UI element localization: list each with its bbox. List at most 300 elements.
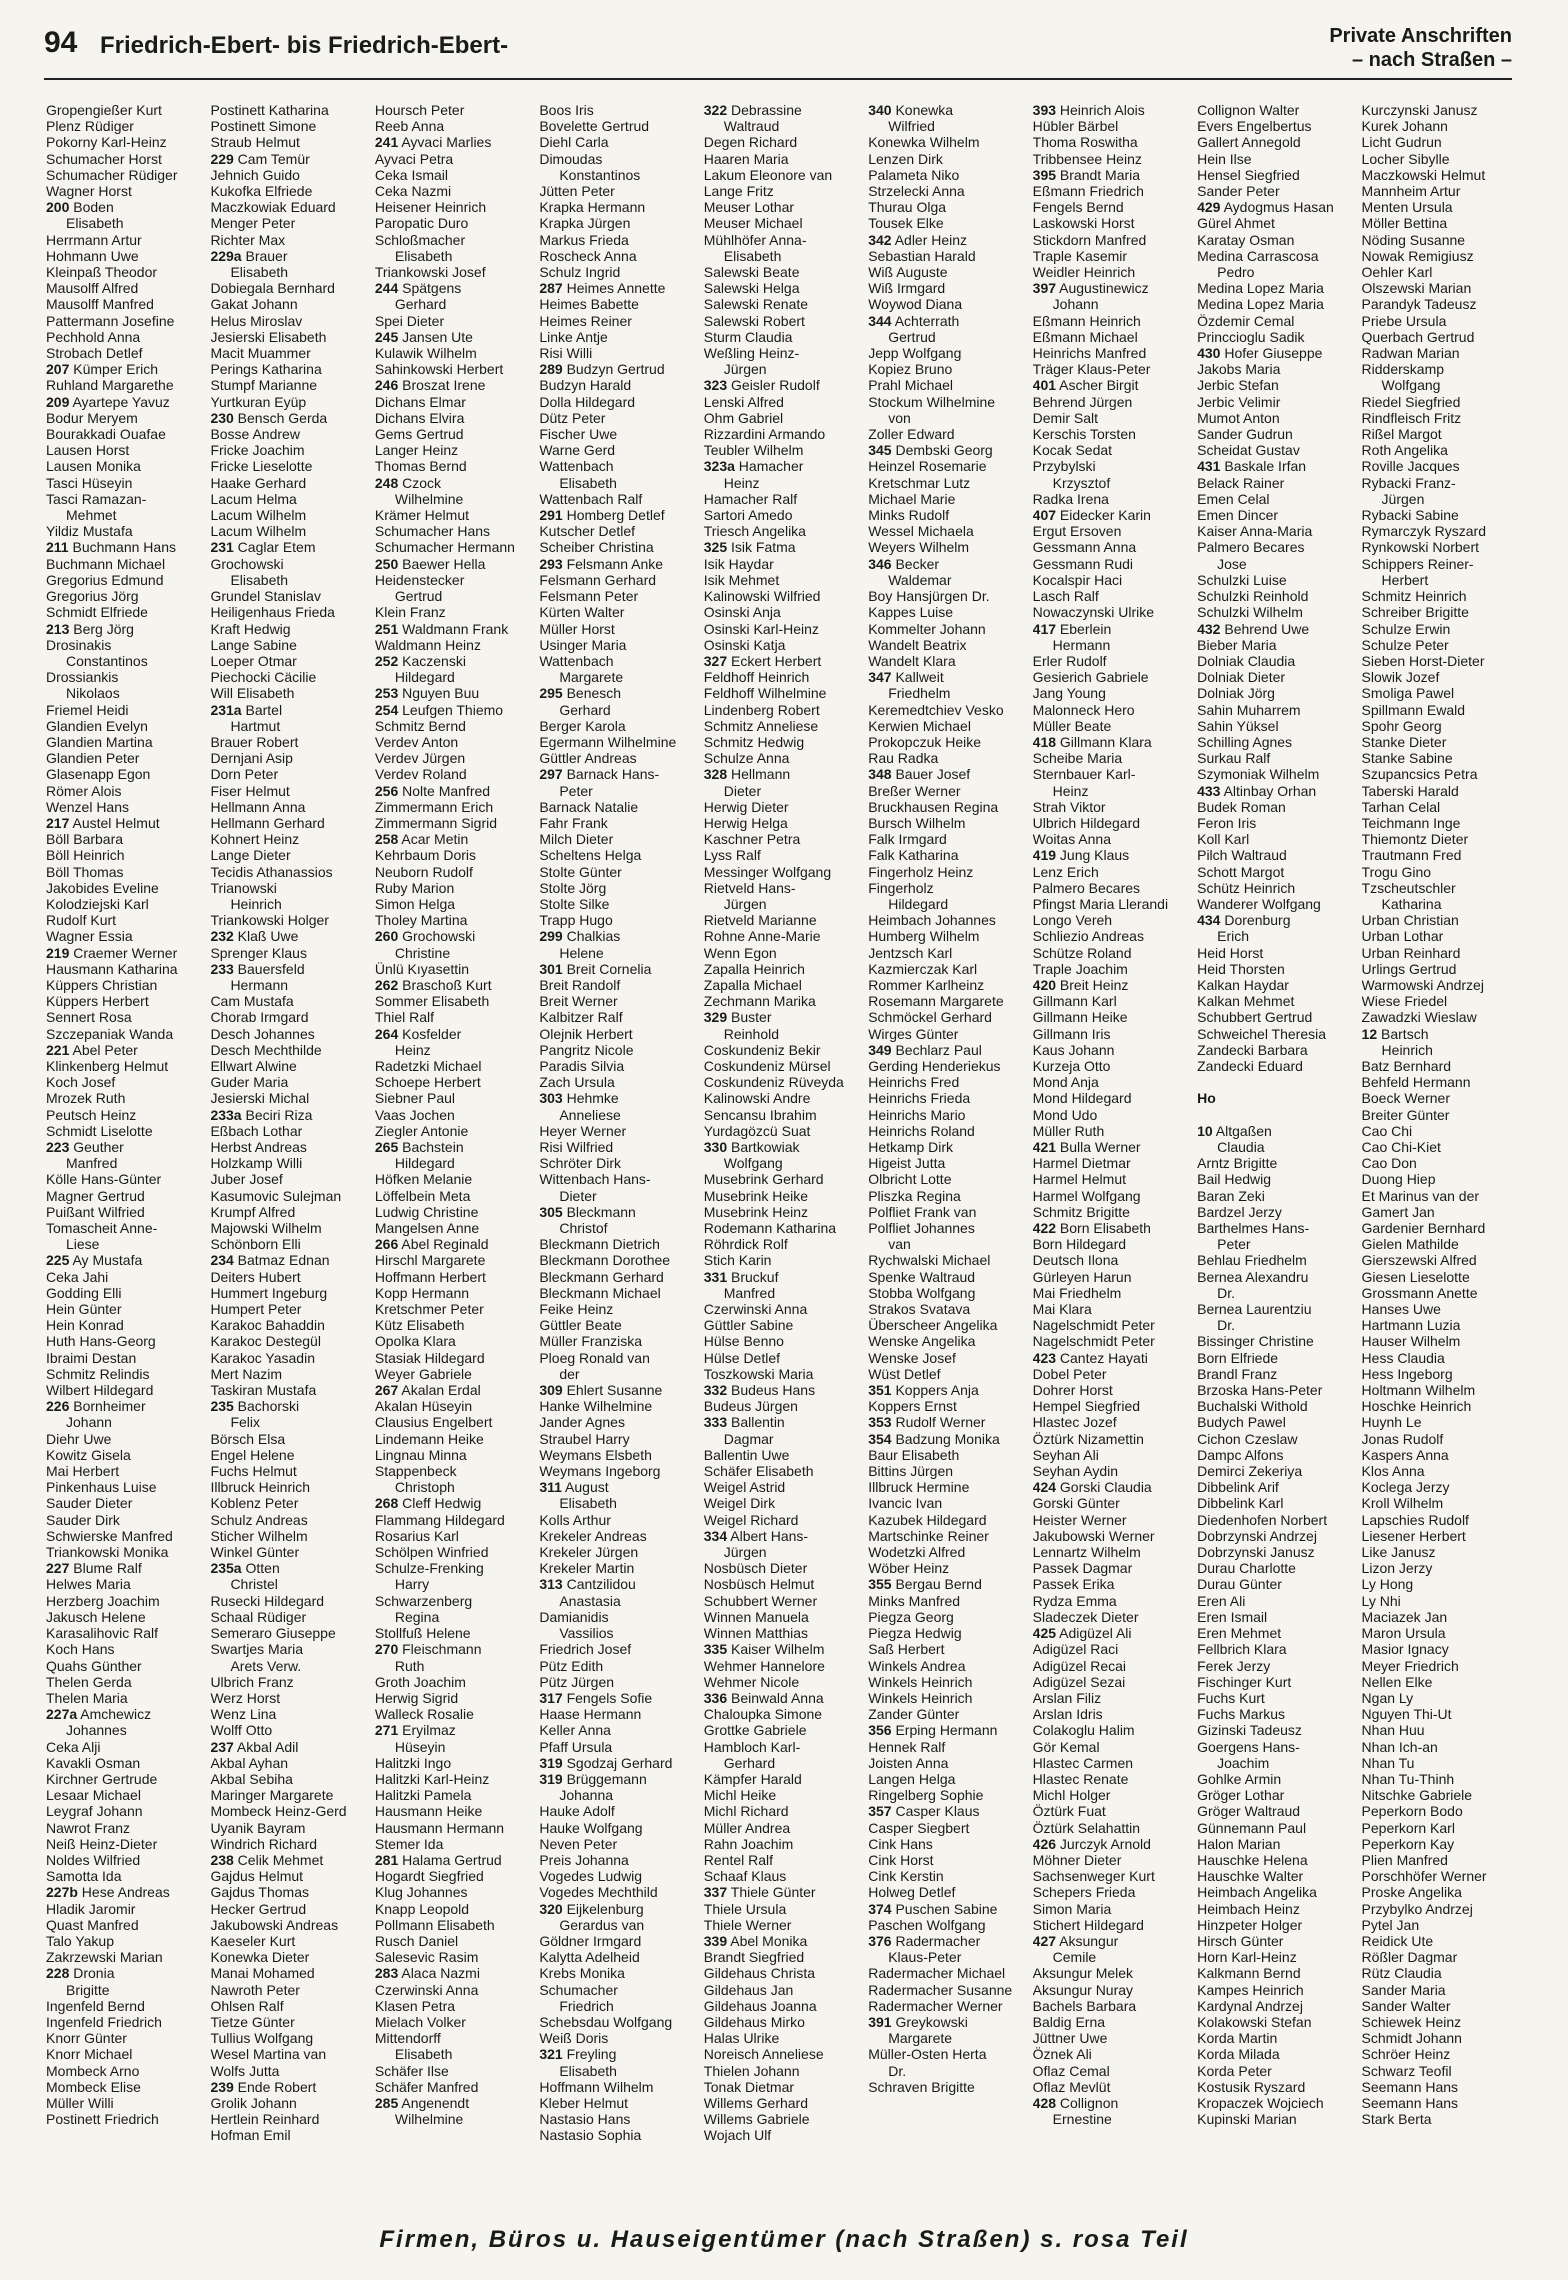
directory-entry: Sahin Yüksel [1197,717,1279,734]
directory-entry: Wolfgang [1381,377,1441,394]
directory-entry: 322 Debrassine [703,102,802,118]
directory-entry: Hertlein Reinhard [210,2111,320,2128]
directory-entry: Margarete [888,2030,953,2047]
directory-entry: Dolniak Claudia [1197,652,1296,669]
directory-entry: Kaspers Anna [1361,1446,1449,1463]
directory-entry: Weigel Dirk [703,1495,776,1512]
directory-entry: Messinger Wolfgang [703,863,832,880]
directory-entry: Dohrer Horst [1032,1382,1113,1399]
directory-entry: Fellbrich Klara [1197,1641,1287,1658]
directory-entry: Pokorny Karl-Heinz [46,134,167,151]
house-number: 376 [868,1932,892,1949]
directory-entry: Guder Maria [210,1074,289,1091]
directory-entry: Rahn Joachim [703,1835,794,1852]
directory-entry: Arets Verw. [230,1657,302,1674]
directory-entry: Hoffmann Wilhelm [539,2078,654,2095]
directory-entry: Sahin Muharrem [1197,701,1301,718]
directory-entry: Huth Hans-Georg [46,1333,156,1350]
directory-entry: Weßling Heinz- [703,345,800,362]
directory-entry: Jakubowski Andreas [210,1916,339,1933]
directory-entry: Prokopczuk Heike [868,733,982,750]
house-number: 227b [46,1884,78,1901]
directory-entry: Mombeck Heinz-Gerd [210,1803,347,1820]
directory-entry: Waldmann Heinz [374,636,481,653]
directory-entry: Hess Ingeborg [1361,1365,1453,1382]
directory-entry: Schumacher Hermann [374,539,515,556]
directory-entry: 303 Hehmke [539,1090,619,1107]
directory-entry: Coskundeniz Mürsel [703,1057,831,1074]
house-number: 305 [539,1203,563,1220]
directory-entry: 227a Amchewicz [46,1706,152,1723]
directory-entry: Piegza Hedwig [868,1625,962,1642]
directory-entry: Hildegard [394,669,455,686]
directory-entry: Pütz Edith [539,1657,604,1674]
directory-entry: Schönborn Elli [210,1236,301,1253]
directory-entry: Halitzki Karl-Heinz [374,1770,490,1787]
directory-entry: Pedro [1217,264,1255,281]
directory-entry: Kirchner Gertrude [46,1770,158,1787]
directory-entry: Hanses Uwe [1361,1301,1441,1318]
directory-entry: 422 Born Elisabeth [1032,1220,1151,1237]
directory-entry: 354 Badzung Monika [868,1430,1000,1447]
directory-entry: Behfeld Hermann [1361,1074,1471,1091]
directory-entry: Regina [394,1608,440,1625]
directory-entry: Wodetzki Alfred [868,1544,966,1561]
directory-entry: Hauke Wolfgang [539,1819,643,1836]
directory-entry: Paropatic Duro [374,215,469,232]
house-number: 287 [539,280,563,297]
directory-entry: Müller Andrea [703,1819,791,1836]
directory-entry: Kardynal Andrzej [1197,1997,1303,2014]
directory-entry: Gerhard [394,296,447,313]
directory-entry: Hülse Detlef [703,1349,781,1366]
directory-entry: Claudia [1217,1139,1265,1155]
directory-entry: Hausmann Katharina [46,960,178,977]
directory-entry: Mond Anja [1032,1074,1099,1091]
house-number: 346 [868,555,892,572]
directory-entry: Kütz Elisabeth [374,1317,465,1334]
directory-entry: Schulze-Frenking [374,1560,484,1577]
directory-entry: Gregorius Edmund [46,571,164,588]
directory-entry: Wenz Lina [210,1706,277,1723]
directory-entry: Bail Hedwig [1197,1171,1272,1188]
directory-entry: 340 Konewka [868,102,954,118]
house-number: 419 [1032,847,1057,864]
directory-entry: Krämer Helmut [374,507,470,524]
directory-entry: 431 Baskale Irfan [1197,458,1307,475]
directory-entry: Koch Josef [46,1074,116,1091]
directory-entry: Winkels Heinrich [868,1689,973,1706]
directory-entry: Thelen Gerda [46,1673,132,1690]
directory-entry: Ulbrich Franz [210,1673,294,1690]
directory-entry: Gröger Lothar [1197,1787,1285,1804]
directory-entry: Lennartz Wilhelm [1032,1544,1141,1561]
directory-entry: Pfaff Ursula [539,1738,613,1755]
directory-entry: Krekeler Andreas [539,1527,647,1544]
directory-entry: Kaus Johann [1032,1041,1115,1058]
directory-entry: Humpert Peter [210,1301,302,1318]
directory-entry: Koclega Jerzy [1361,1479,1450,1496]
directory-entry: Piegza Georg [868,1608,954,1625]
directory-entry: Mai Friedhelm [1032,1284,1122,1301]
directory-entry: Hildegard [888,895,949,912]
directory-entry: Helus Miroslav [210,312,303,329]
directory-entry: Gessmann Rudi [1032,555,1134,572]
directory-entry: Prahl Michael [868,377,954,394]
directory-entry: Preis Johanna [539,1851,629,1868]
directory-entry: Smoliga Pawel [1361,685,1455,702]
directory-entry: 235a Otten [210,1560,280,1577]
house-number: 426 [1032,1835,1057,1852]
directory-entry: Hellmann Anna [210,798,306,815]
directory-entry: Ceka Jahi [46,1268,109,1285]
directory-entry: Richter Max [210,231,286,248]
directory-entry: 393 Heinrich Alois [1032,102,1145,118]
directory-entry: Kolls Arthur [539,1511,611,1528]
directory-entry: Quahs Günther [46,1657,142,1674]
directory-entry: Straubel Harry [539,1430,630,1447]
directory-entry: 337 Thiele Günter [703,1884,816,1901]
house-number: 227a [46,1706,78,1723]
house-number: 337 [703,1884,728,1901]
house-number: 355 [868,1576,892,1593]
directory-entry: Hüseyin [394,1738,446,1755]
house-number: 271 [374,1722,399,1739]
directory-entry: 327 Eckert Herbert [703,652,822,669]
directory-entry: Elisabeth [559,474,617,491]
directory-entry: Gildehaus Christa [703,1965,816,1982]
directory-entry: Nguyen Thi-Ut [1361,1706,1452,1723]
directory-column [1033,102,1187,2202]
directory-entry: Diehl Carla [539,134,609,151]
directory-entry: Willems Gabriele [703,2111,810,2128]
directory-entry: Schebsdau Wolfgang [539,2013,673,2030]
directory-entry: Wolfs Jutta [210,2062,280,2079]
directory-entry: 223 Geuther [46,1139,124,1155]
directory-entry: Yurdagözcü Suat [703,1122,811,1139]
directory-entry: Pechhold Anna [46,328,141,345]
directory-entry: Olejnik Herbert [539,1025,633,1042]
directory-entry: Priebe Ursula [1361,312,1447,329]
directory-entry: Grolik Johann [210,2094,297,2111]
house-number: 421 [1032,1139,1057,1155]
house-number: 401 [1032,377,1057,394]
directory-entry: 419 Jung Klaus [1032,847,1130,864]
directory-entry: Wittenbach Hans- [539,1171,651,1188]
house-number: 237 [210,1738,234,1755]
directory-entry: Triankowski Monika [46,1544,169,1561]
directory-entry: Karakoc Yasadin [210,1349,315,1366]
directory-entry: Börsch Elsa [210,1430,286,1447]
directory-entry: Bosse Andrew [210,426,300,443]
house-number: 347 [868,669,892,686]
directory-entry: Herwig Sigrid [374,1689,459,1706]
directory-entry: Laskowski Horst [1032,215,1135,232]
directory-entry: Christoph [394,1479,455,1496]
directory-entry: Knapp Leopold [374,1900,470,1917]
directory-entry: Manfred [723,1284,776,1301]
directory-entry: 234 Batmaz Ednan [210,1252,330,1269]
house-number: 241 [374,134,399,151]
directory-entry: Kölle Hans-Günter [46,1171,162,1188]
directory-entry: Windrich Richard [210,1835,318,1852]
directory-entry: Durau Günter [1197,1576,1282,1593]
directory-entry: 421 Bulla Werner [1032,1139,1141,1155]
house-number: 339 [703,1932,728,1949]
directory-entry: Barthelmes Hans- [1197,1220,1310,1237]
directory-entry: Diehr Uwe [46,1430,112,1447]
directory-column [868,102,1022,2202]
directory-entry: 248 Czock [374,474,442,491]
directory-entry: 420 Breit Heinz [1032,976,1129,993]
directory-entry: Budych Pawel [1197,1414,1286,1431]
directory-entry: Johannes [66,1722,127,1739]
directory-entry: Like Janusz [1361,1544,1436,1561]
directory-entry: 329 Buster [703,1009,772,1026]
directory-columns [46,102,1516,2202]
directory-entry: Nawroth Peter [210,1981,300,1998]
directory-entry: Liesener Herbert [1361,1527,1466,1544]
directory-entry: Martschinke Reiner [868,1527,989,1544]
directory-entry: Osinski Katja [703,636,786,653]
directory-entry: Heid Horst [1197,944,1264,961]
house-number: 262 [374,976,399,993]
directory-entry: Chorab Irmgard [210,1009,309,1026]
directory-entry: 347 Kallweit [868,669,944,686]
house-number: 323a [703,458,735,475]
directory-entry: Krekeler Martin [539,1560,635,1577]
directory-entry: 311 August [539,1479,609,1496]
directory-entry: Kulawik Wilhelm [374,345,477,362]
directory-entry: Zawadzki Wieslaw [1361,1009,1477,1026]
directory-entry: 434 Dorenburg [1197,912,1291,929]
directory-entry: Gillmann Heike [1032,1009,1128,1026]
directory-entry: Erler Rudolf [1032,652,1107,669]
directory-entry: Spillmann Ewald [1361,701,1466,718]
directory-entry: Sticher Wilhelm [210,1527,308,1544]
directory-entry: Schmöckel Gerhard [868,1009,992,1026]
directory-entry: Pytel Jan [1361,1916,1420,1933]
house-number: 299 [539,928,563,945]
directory-entry: Godding Elli [46,1284,122,1301]
house-number: 429 [1197,199,1221,216]
directory-entry: Feldhoff Heinrich [703,669,810,686]
directory-entry: Nellen Elke [1361,1673,1433,1690]
directory-entry: Urban Christian [1361,912,1459,929]
directory-entry: Heinrich [230,895,282,912]
directory-entry: Rößler Dagmar [1361,1949,1458,1966]
directory-entry: Mrozek Ruth [46,1090,126,1107]
directory-entry: Kalytta Adelheid [539,1949,640,1966]
directory-entry: Wenn Egon [703,944,777,961]
directory-entry: Heinrichs Manfred [1032,345,1147,362]
directory-entry: Kretschmar Lutz [868,474,971,491]
directory-entry: Pollmann Elisabeth [374,1916,495,1933]
directory-entry: Cink Horst [868,1851,934,1868]
directory-entry: Budeus Jürgen [703,1398,798,1415]
house-number: 235a [210,1560,242,1577]
directory-entry: 344 Achterrath [868,312,960,329]
directory-entry: Damianidis [539,1608,609,1625]
directory-entry: Longo Vereh [1032,912,1113,929]
directory-entry: Öznek Ali [1032,2046,1092,2063]
directory-entry: Schoepe Herbert [374,1074,481,1091]
directory-entry: Riedel Siegfried [1361,393,1461,410]
directory-entry: 231a Bartel [210,701,283,718]
house-number: 395 [1032,166,1057,183]
house-number: 313 [539,1576,563,1593]
directory-entry: Knorr Michael [46,2046,133,2063]
directory-entry: 239 Ende Robert [210,2078,317,2095]
directory-entry: 245 Jansen Ute [374,328,473,345]
directory-entry: Schliezio Andreas [1032,928,1144,945]
directory-entry: Heinz [1052,782,1089,799]
house-number: 213 [46,620,70,637]
house-number: 357 [868,1803,892,1820]
directory-entry: Minks Rudolf [868,507,950,524]
directory-entry: Yurtkuran Eyüp [210,393,307,410]
house-number: 226 [46,1398,70,1415]
directory-entry: Lacum Helma [210,490,297,507]
directory-entry: Musebrink Gerhard [703,1171,824,1188]
directory-entry: Brandl Franz [1197,1365,1278,1382]
directory-entry: Gielen Mathilde [1361,1236,1459,1253]
directory-entry: Bleckmann Michael [539,1284,661,1301]
directory-entry: Friedrich Josef [539,1641,632,1658]
directory-entry: Porschhöfer Werner [1361,1868,1487,1885]
directory-entry: 209 Ayartepe Yavuz [46,393,170,410]
directory-entry: 244 Spätgens [374,280,462,297]
directory-entry: 262 Braschoß Kurt [374,976,492,993]
directory-entry: Rommer Karlheinz [868,976,985,993]
house-number: 330 [703,1139,728,1155]
directory-entry: Hein Günter [46,1301,122,1318]
house-number: 422 [1032,1220,1057,1237]
house-number: 265 [374,1139,399,1155]
directory-entry: Wesel Martina van [210,2046,327,2063]
directory-entry: Hanke Wilhelmine [539,1398,653,1415]
directory-entry: Hummert Ingeburg [210,1284,328,1301]
directory-entry: Holzkamp Willi [210,1155,303,1172]
directory-entry: Arslan Idris [1032,1706,1103,1723]
house-number: 253 [374,685,399,702]
directory-entry: Kehrbaum Doris [374,847,477,864]
directory-entry: Illbruck Heinrich [210,1479,311,1496]
directory-entry: Kutscher Detlef [539,523,636,540]
directory-entry: Czerwinski Anna [374,1981,479,1998]
directory-entry: 357 Casper Klaus [868,1803,980,1820]
directory-entry: Harmel Dietmar [1032,1155,1131,1172]
directory-entry: Wöber Heinz [868,1560,950,1577]
directory-entry: Heinrichs Roland [868,1122,975,1139]
directory-entry: Batz Bernhard [1361,1057,1452,1074]
house-number: 418 [1032,733,1057,750]
directory-entry: Harmel Helmut [1032,1171,1127,1188]
directory-entry: Kropaczek Wojciech [1197,2094,1324,2111]
directory-entry: 229a Brauer [210,247,288,264]
directory-entry: Öztürk Fuat [1032,1803,1106,1820]
directory-entry: Gohlke Armin [1197,1770,1282,1787]
directory-entry: Quast Manfred [46,1916,139,1933]
directory-entry: 374 Puschen Sabine [868,1900,998,1917]
directory-entry: Vassilios [559,1625,614,1642]
directory-entry: Proske Angelika [1361,1884,1462,1901]
directory-entry: Stanke Dieter [1361,733,1447,750]
directory-entry: Eren Ismail [1197,1608,1268,1625]
directory-entry: Gamert Jan [1361,1203,1435,1220]
directory-entry: Stichert Hildegard [1032,1916,1144,1933]
directory-entry: Et Marinus van der [1361,1187,1480,1204]
house-number: 283 [374,1965,399,1982]
directory-entry: Tholey Martina [374,912,468,929]
house-number: 356 [868,1722,892,1739]
directory-entry: Demir Salt [1032,409,1099,426]
directory-entry: Higeist Jutta [868,1155,946,1172]
directory-entry: Peperkorn Kay [1361,1835,1455,1852]
directory-entry: Tribbensee Heinz [1032,150,1142,167]
directory-entry: Jürgen [723,895,767,912]
directory-entry: Desch Johannes [210,1025,315,1042]
directory-entry: Pangritz Nicole [539,1041,634,1058]
directory-entry: Güttler Sabine [703,1317,794,1334]
directory-entry: Zandecki Barbara [1197,1041,1308,1058]
directory-entry: Heimbach Angelika [1197,1884,1317,1901]
directory-entry: 254 Leufgen Thiemo [374,701,504,718]
house-number: 354 [868,1430,892,1447]
directory-entry: Hartmut [230,717,281,734]
directory-entry: Dolla Hildegard [539,393,636,410]
directory-entry: 430 Hofer Giuseppe [1197,345,1323,362]
directory-entry: Pattermann Josefine [46,312,175,329]
directory-entry: Walleck Rosalie [374,1706,474,1723]
directory-entry: Thiemontz Dieter [1361,831,1469,848]
directory-entry: 217 Austel Helmut [46,814,160,831]
directory-entry: Jesierski Michal [210,1090,310,1107]
directory-entry: Konewka Wilhelm [868,134,980,151]
directory-entry: Rau Radka [868,750,939,767]
directory-entry: Hübler Bärbel [1032,118,1119,135]
directory-entry: Nhan Tu [1361,1754,1415,1771]
directory-entry: Radermacher Michael [868,1965,1006,1982]
house-number: 250 [374,555,399,572]
directory-entry: Wirges Günter [868,1025,959,1042]
directory-entry: Belack Rainer [1197,474,1285,491]
directory-entry: Weidler Heinrich [1032,264,1136,281]
directory-entry: Radermacher Susanne [868,1981,1013,1998]
house-number: 291 [539,507,563,524]
house-number: 348 [868,766,892,783]
directory-entry: Korda Peter [1197,2062,1272,2079]
directory-entry: 356 Erping Hermann [868,1722,998,1739]
directory-entry: Rusecki Hildegard [210,1592,325,1609]
directory-entry: Kerschis Torsten [1032,426,1136,443]
directory-entry: Coskundeniz Rüveyda [703,1074,844,1091]
directory-entry: Ceka Alji [46,1738,101,1755]
directory-entry: 225 Ay Mustafa [46,1252,143,1269]
directory-entry: Müller Beate [1032,717,1112,734]
directory-entry: Römer Alois [46,782,122,799]
directory-entry: Stockum Wilhelmine [868,393,996,410]
directory-entry: Budek Roman [1197,798,1286,815]
directory-entry: Rydza Emma [1032,1592,1117,1609]
directory-entry: Nikolaos [66,685,120,702]
directory-entry: Elisabeth [66,215,124,232]
directory-entry: Sartori Amedo [703,507,793,524]
directory-entry: Schölpen Winfried [374,1544,489,1561]
directory-entry: Adigüzel Raci [1032,1641,1119,1658]
directory-entry: Winkel Günter [210,1544,300,1561]
directory-entry: Heimbach Johannes [868,912,996,929]
